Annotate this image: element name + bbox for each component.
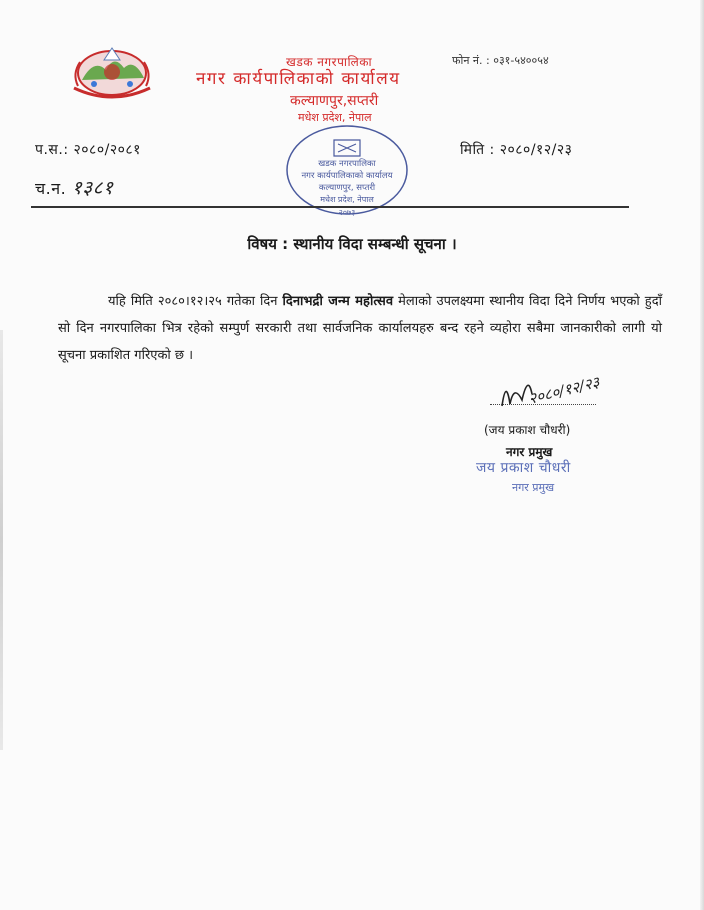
signature-line	[490, 404, 596, 405]
handwritten-signature	[492, 364, 620, 418]
page-edge-shadow-right	[700, 0, 704, 910]
header-divider	[31, 206, 629, 208]
letterhead-place: कल्याणपुर,सप्तरी	[290, 93, 379, 109]
signatory-name: (जय प्रकाश चौधरी)	[484, 423, 571, 437]
nepal-emblem-icon	[64, 40, 160, 102]
reference-cn	[35, 174, 113, 200]
stamp-line2: नगर कार्यपालिकाको कार्यालय	[301, 171, 393, 181]
letterhead-province: मधेश प्रदेश, नेपाल	[298, 111, 372, 124]
signature-date: २०८०/१२/२३	[526, 372, 602, 408]
stamp-line4: मधेश प्रदेश, नेपाल	[320, 195, 374, 204]
notice-body	[58, 288, 662, 369]
body-part1: यहि मिति २०८०।१२।२५ गतेका दिन	[108, 294, 283, 309]
body-part2: मेलाको उपलक्ष्यमा स्थानीय विदा दिने निर्णय भएको हुदाँ सो दिन नगरपालिका भित्र रहेको सम्पुर्ण सरकारी तथा सार्वजनिक कार्यालयहरु बन्द रहने व्यहोरा सबैमा जानकारीको लागी यो सूचना प्रकाशित गरिएको छ ।	[58, 294, 662, 363]
page-edge-shadow-left	[0, 330, 3, 750]
letterhead-phone: फोन नं. : ०३१-५४००५४	[452, 54, 549, 67]
notice-subject: विषय : स्थानीय विदा सम्बन्धी सूचना ।	[247, 235, 457, 253]
reference-cn-label: च.न.	[35, 179, 67, 198]
stamp-year: २०७३	[338, 208, 356, 217]
title-seal: नगर प्रमुख	[512, 481, 555, 494]
festival-name: दिनाभद्री जन्म महोत्सव	[282, 294, 394, 309]
signatory-title: नगर प्रमुख	[506, 445, 553, 459]
reference-ps: प.स.: २०८०/२०८१	[35, 142, 141, 158]
stamp-line1: खडक नगरपालिका	[318, 159, 376, 169]
name-seal: जय प्रकाश चौधरी	[476, 460, 571, 476]
letterhead-municipality: खडक नगरपालिका	[286, 55, 373, 69]
letterhead-office-title: नगर कार्यपालिकाको कार्यालय	[196, 69, 401, 89]
reference-cn-value: १३८१	[71, 177, 114, 199]
stamp-line3: कल्याणपुर, सप्तरी	[318, 183, 376, 193]
reference-date: मिति : २०८०/१२/२३	[460, 142, 573, 158]
notice-paragraph	[58, 288, 662, 369]
